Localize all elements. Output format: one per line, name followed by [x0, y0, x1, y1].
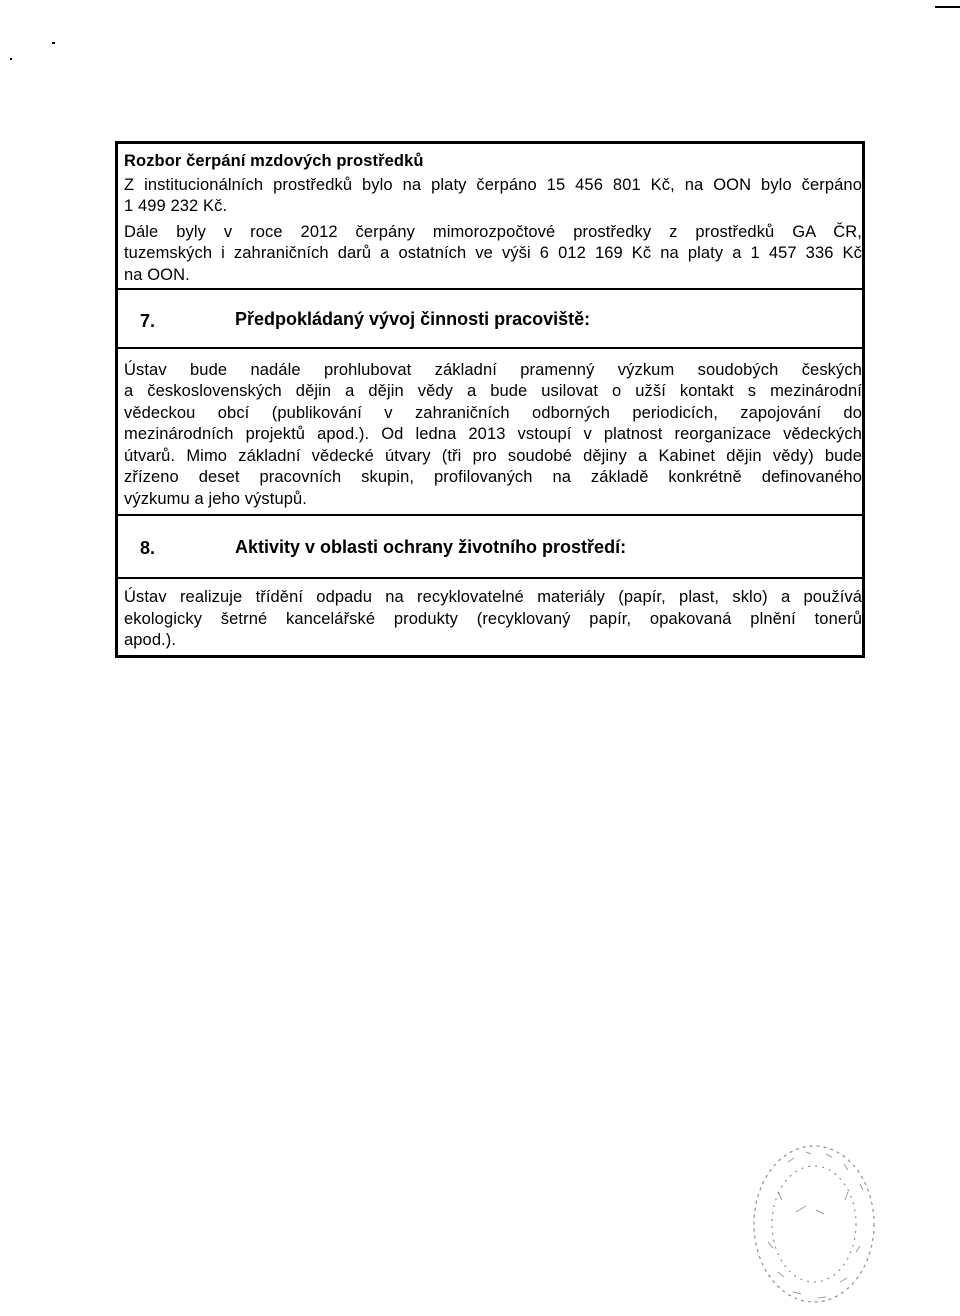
section8-number: 8. [140, 538, 156, 558]
section-divider [118, 347, 862, 349]
scan-speck [52, 42, 55, 44]
report-frame [115, 141, 865, 658]
section8-line: Ústav realizuje třídění odpadu na recyklovatelné materiály (papír, plast, sklo) a používá [124, 588, 862, 606]
section7-line: útvarů. Mimo základní vědecké útvary (tři pro soudobé dějiny a Kabinet dějin vědy) bude [124, 447, 862, 465]
section-wages-line: tuzemských i zahraničních darů a ostatních ve výši 6 012 169 Kč na platy a 1 457 336 Kč [124, 244, 862, 262]
section-divider [118, 577, 862, 579]
section7-line: Ústav bude nadále prohlubovat základní pramenný výzkum soudobých českých [124, 361, 862, 379]
section7-line: vědeckou obcí (publikování v zahraničních odborných periodicích, zapojování do [124, 404, 862, 422]
section-wages-line: Dále byly v roce 2012 čerpány mimorozpočtové prostředky z prostředků GA ČR, [124, 223, 862, 241]
corner-mark [935, 6, 960, 8]
section7-number: 7. [140, 311, 156, 331]
section7-title: Předpokládaný vývoj činnosti pracoviště: [235, 309, 591, 329]
section8-title: Aktivity v oblasti ochrany životního prostředí: [235, 537, 627, 557]
round-stamp-icon [748, 1132, 883, 1312]
section8-line: ekologicky šetrné kancelářské produkty (recyklovaný papír, opakovaná plnění tonerů [124, 610, 862, 628]
section7-line: zřízeno deset pracovních skupin, profilovaných na základě konkrétně definovaného [124, 468, 862, 486]
section-wages-line: Z institucionálních prostředků bylo na platy čerpáno 15 456 801 Kč, na OON bylo čerpáno [124, 176, 862, 194]
scan-speck [10, 58, 12, 60]
section-wages-line: 1 499 232 Kč. [124, 197, 228, 215]
section-wages-title: Rozbor čerpání mzdových prostředků [124, 152, 424, 170]
section-divider [118, 288, 862, 290]
section7-line: výzkumu a jeho výstupů. [124, 490, 307, 508]
section-wages-line: na OON. [124, 266, 190, 284]
section8-line: apod.). [124, 631, 177, 649]
section7-line: mezinárodních projektů apod.). Od ledna 2013 vstoupí v platnost reorganizace vědeckých [124, 425, 862, 443]
section7-line: a československých dějin a dějin vědy a bude usilovat o užší kontakt s mezinárodní [124, 382, 862, 400]
section-divider [118, 514, 862, 516]
